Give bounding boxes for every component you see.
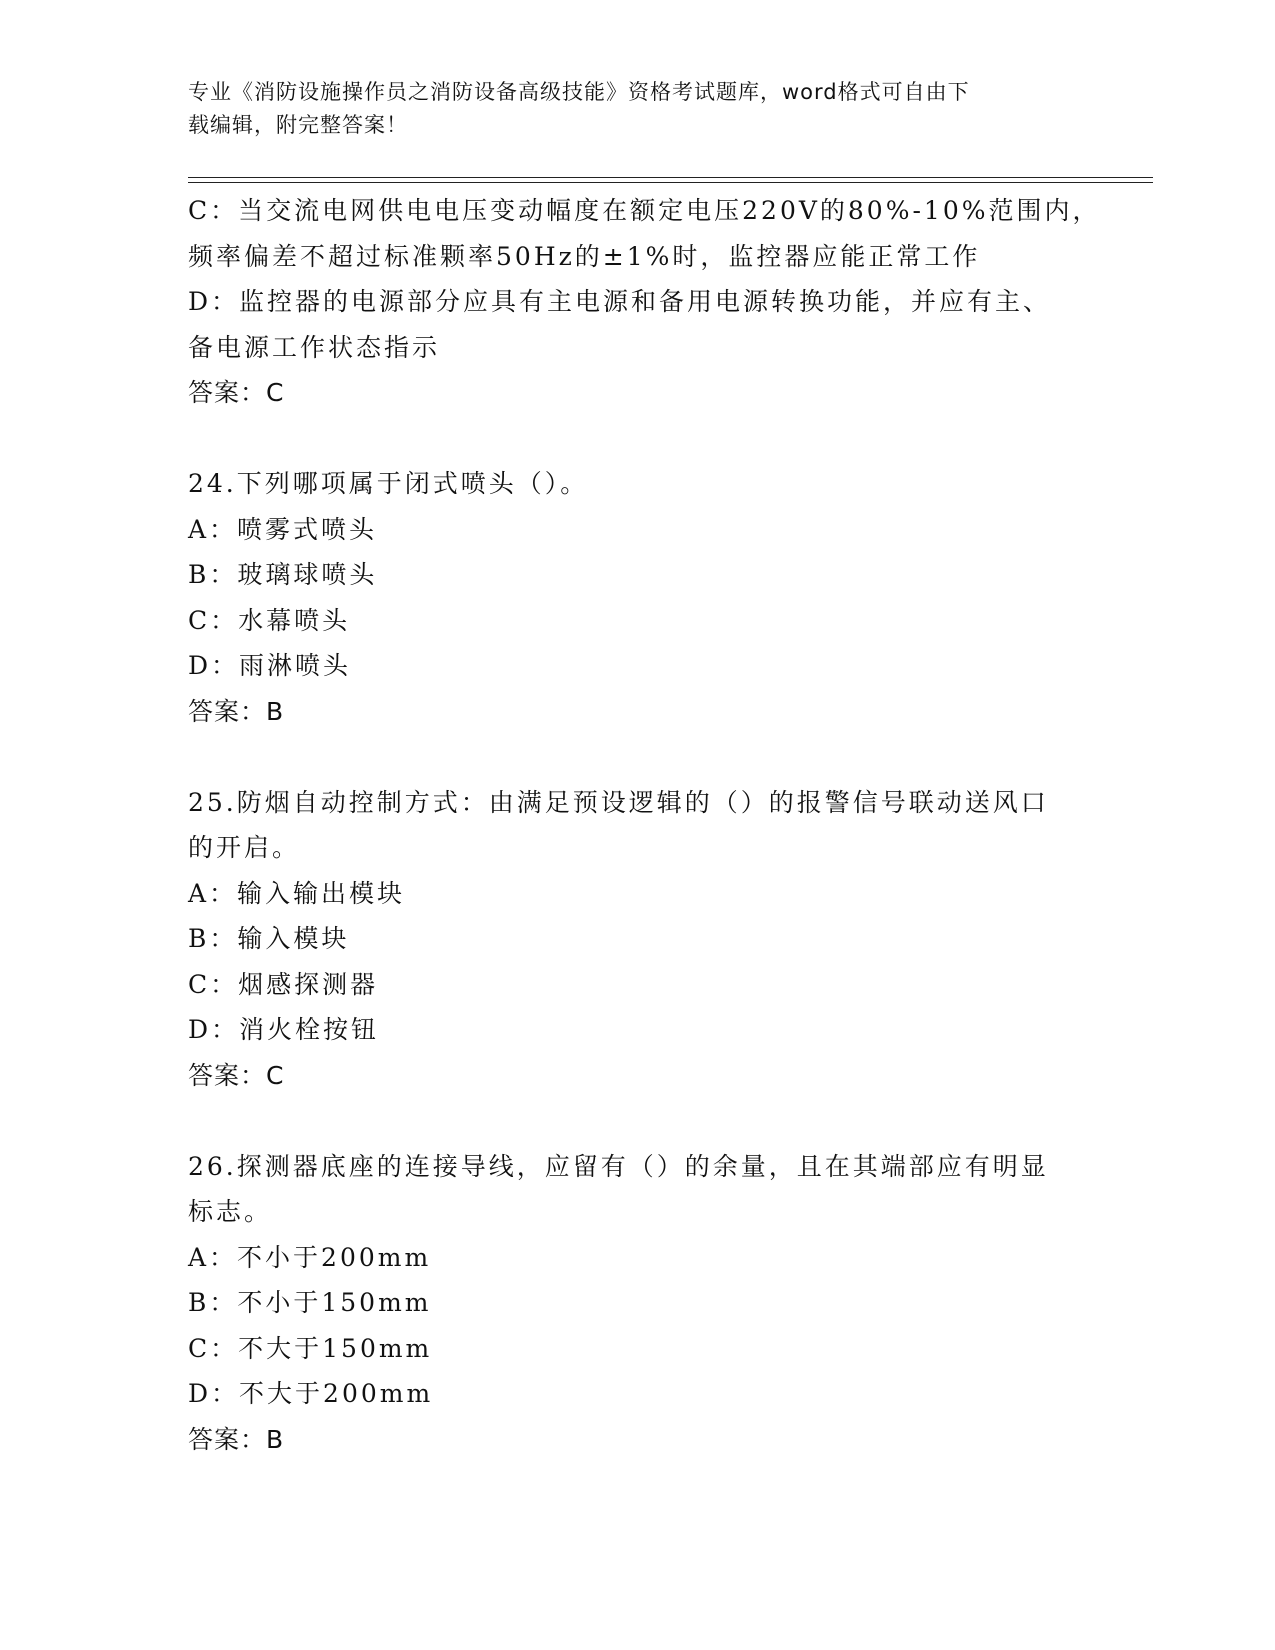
answer-line: 答案：B — [188, 696, 285, 726]
option-b: B：玻璃球喷头 — [188, 560, 378, 589]
option-c: C：烟感探测器 — [188, 969, 379, 999]
spacer — [188, 1098, 1088, 1144]
option-d-line-1: D：监控器的电源部分应具有主电源和备用电源转换功能，并应有主、 — [188, 287, 1052, 316]
question-stem-line-1: 26.探测器底座的连接导线，应留有（）的余量，且在其端部应有明显 — [188, 1151, 1049, 1181]
question-content — [188, 188, 1101, 1462]
question-24 — [188, 461, 1088, 734]
option-d: D：消火栓按钮 — [188, 1015, 380, 1044]
question-stem-line-2: 的开启。 — [188, 833, 301, 862]
option-d-line-2: 备电源工作状态指示 — [188, 332, 441, 362]
header-line-1: 专业《消防设施操作员之消防设备高级技能》资格考试题库，word格式可自由下 — [188, 80, 970, 104]
option-a: A：喷雾式喷头 — [188, 514, 378, 544]
question-stem-line-2: 标志。 — [188, 1197, 273, 1226]
option-c: C：水幕喷头 — [188, 605, 351, 635]
document-header — [188, 76, 1068, 142]
question-26 — [188, 1144, 1088, 1463]
option-d: D：不大于200mm — [188, 1379, 434, 1408]
option-a: A：输入输出模块 — [188, 878, 406, 908]
answer-line: 答案：C — [188, 378, 285, 407]
answer-line: 答案：B — [188, 1424, 285, 1454]
header-divider-bottom — [188, 182, 1153, 183]
spacer — [188, 734, 1088, 780]
option-d: D：雨淋喷头 — [188, 651, 352, 680]
answer-line: 答案：C — [188, 1060, 285, 1090]
header-divider-top — [188, 177, 1153, 178]
question-stem-line-1: 25.防烟自动控制方式：由满足预设逻辑的（）的报警信号联动送风口 — [188, 787, 1049, 817]
option-c-line-2: 频率偏差不超过标准颗率50Hz的±1%时，监控器应能正常工作 — [188, 241, 981, 271]
header-line-2: 载编辑，附完整答案！ — [188, 113, 408, 137]
option-c-line-1: C：当交流电网供电电压变动幅度在额定电压220V的80%-10%范围内， — [188, 196, 1101, 225]
option-a: A：不小于200mm — [188, 1242, 432, 1272]
option-c: C：不大于150mm — [188, 1333, 433, 1363]
spacer — [188, 416, 1088, 462]
option-b: B：不小于150mm — [188, 1288, 432, 1317]
question-23-continued — [188, 188, 1101, 416]
question-25 — [188, 780, 1088, 1099]
option-b: B：输入模块 — [188, 924, 350, 953]
question-stem: 24.下列哪项属于闭式喷头（）。 — [188, 469, 589, 498]
